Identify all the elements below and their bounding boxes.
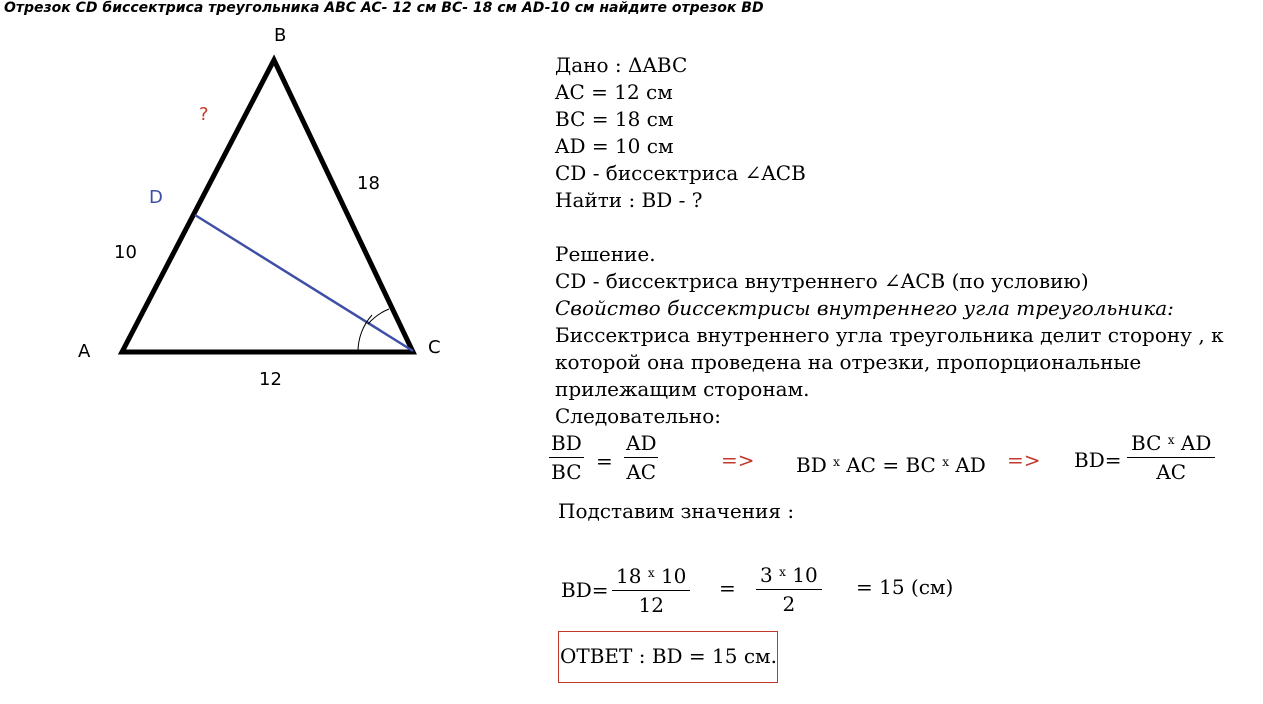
solution-line1: CD - биссектриса внутреннего ∠ACB (по условию) xyxy=(555,269,1089,293)
product-equation xyxy=(796,450,986,477)
given-bc: BC = 18 см xyxy=(555,107,674,131)
vertex-label-b: B xyxy=(274,25,287,46)
times-sign: x xyxy=(833,455,840,469)
calc-fraction-1 xyxy=(612,561,690,617)
fraction-bd-bc xyxy=(549,431,584,484)
calc-fraction-2 xyxy=(756,560,822,616)
value-18: 18 xyxy=(616,564,642,588)
find-line: Найти : BD - ? xyxy=(555,188,703,212)
fraction-denominator: AC xyxy=(1156,460,1187,484)
property-text-3: прилежащим сторонам. xyxy=(555,377,810,401)
times-sign: x xyxy=(942,455,949,469)
side-label-ad: 10 xyxy=(114,242,137,263)
product-middle: AC = BC xyxy=(846,453,936,477)
vertex-label-c: C xyxy=(428,337,441,358)
fraction-ad-ac xyxy=(624,431,658,484)
property-text-2: которой она проведена на отрезки, пропорциональные xyxy=(555,350,1142,374)
given-cd: CD - биссектриса ∠ACB xyxy=(555,161,806,185)
vertex-label-a: A xyxy=(78,341,91,362)
fraction-numerator: BD xyxy=(549,431,584,458)
side-label-bc: 18 xyxy=(357,173,380,194)
given-ac: AC = 12 см xyxy=(555,80,673,104)
property-text-1: Биссектриса внутреннего угла треугольника делит сторону , к xyxy=(555,323,1224,347)
solution-header: Решение. xyxy=(555,242,656,266)
implies-arrow-1: => xyxy=(721,448,755,472)
fraction-result xyxy=(1127,428,1215,484)
property-title: Свойство биссектрисы внутреннего угла треугольника: xyxy=(555,296,1174,320)
fraction-denominator: 12 xyxy=(638,593,664,617)
product-bd: BD xyxy=(796,453,827,477)
fraction-numerator xyxy=(612,561,690,591)
value-3: 3 xyxy=(760,563,773,587)
given-header: Дано : ΔABC xyxy=(555,53,688,77)
times-sign: x xyxy=(1167,433,1175,447)
fraction-numerator xyxy=(1127,428,1215,458)
triangle-abc xyxy=(122,60,413,352)
therefore-label: Следовательно: xyxy=(555,404,721,428)
fraction-denominator: AC xyxy=(626,460,657,484)
side-label-bd: ? xyxy=(199,104,209,125)
side-label-ac: 12 xyxy=(259,369,282,390)
value-10: 10 xyxy=(660,564,687,588)
given-ad: AD = 10 см xyxy=(555,134,674,158)
times-sign: x xyxy=(647,566,655,580)
problem-title: Отрезок CD биссектриса треугольника ABC AC- 12 см BC- 18 см AD-10 см найдите отрезок BD xyxy=(4,0,764,16)
implies-arrow-2: => xyxy=(1007,448,1041,472)
numerator-ad: AD xyxy=(1180,431,1212,455)
times-sign: x xyxy=(779,565,786,579)
answer-box xyxy=(558,631,778,683)
product-ad: AD xyxy=(955,453,986,477)
numerator-bc: BC xyxy=(1131,431,1162,455)
fraction-numerator: AD xyxy=(624,431,658,458)
equals-sign: = xyxy=(596,449,613,473)
fraction-denominator: BC xyxy=(551,460,582,484)
calc-lhs: BD= xyxy=(561,578,609,602)
fraction-numerator xyxy=(756,560,822,590)
calc-result: = 15 (см) xyxy=(856,575,954,599)
value-10: 10 xyxy=(792,563,818,587)
result-lhs: BD= xyxy=(1074,448,1122,472)
answer-text: ОТВЕТ : BD = 15 см. xyxy=(560,644,777,668)
substitute-label: Подставим значения : xyxy=(558,499,795,523)
fraction-denominator: 2 xyxy=(782,592,796,616)
vertex-label-d: D xyxy=(149,187,163,208)
calc-equals: = xyxy=(719,576,736,600)
